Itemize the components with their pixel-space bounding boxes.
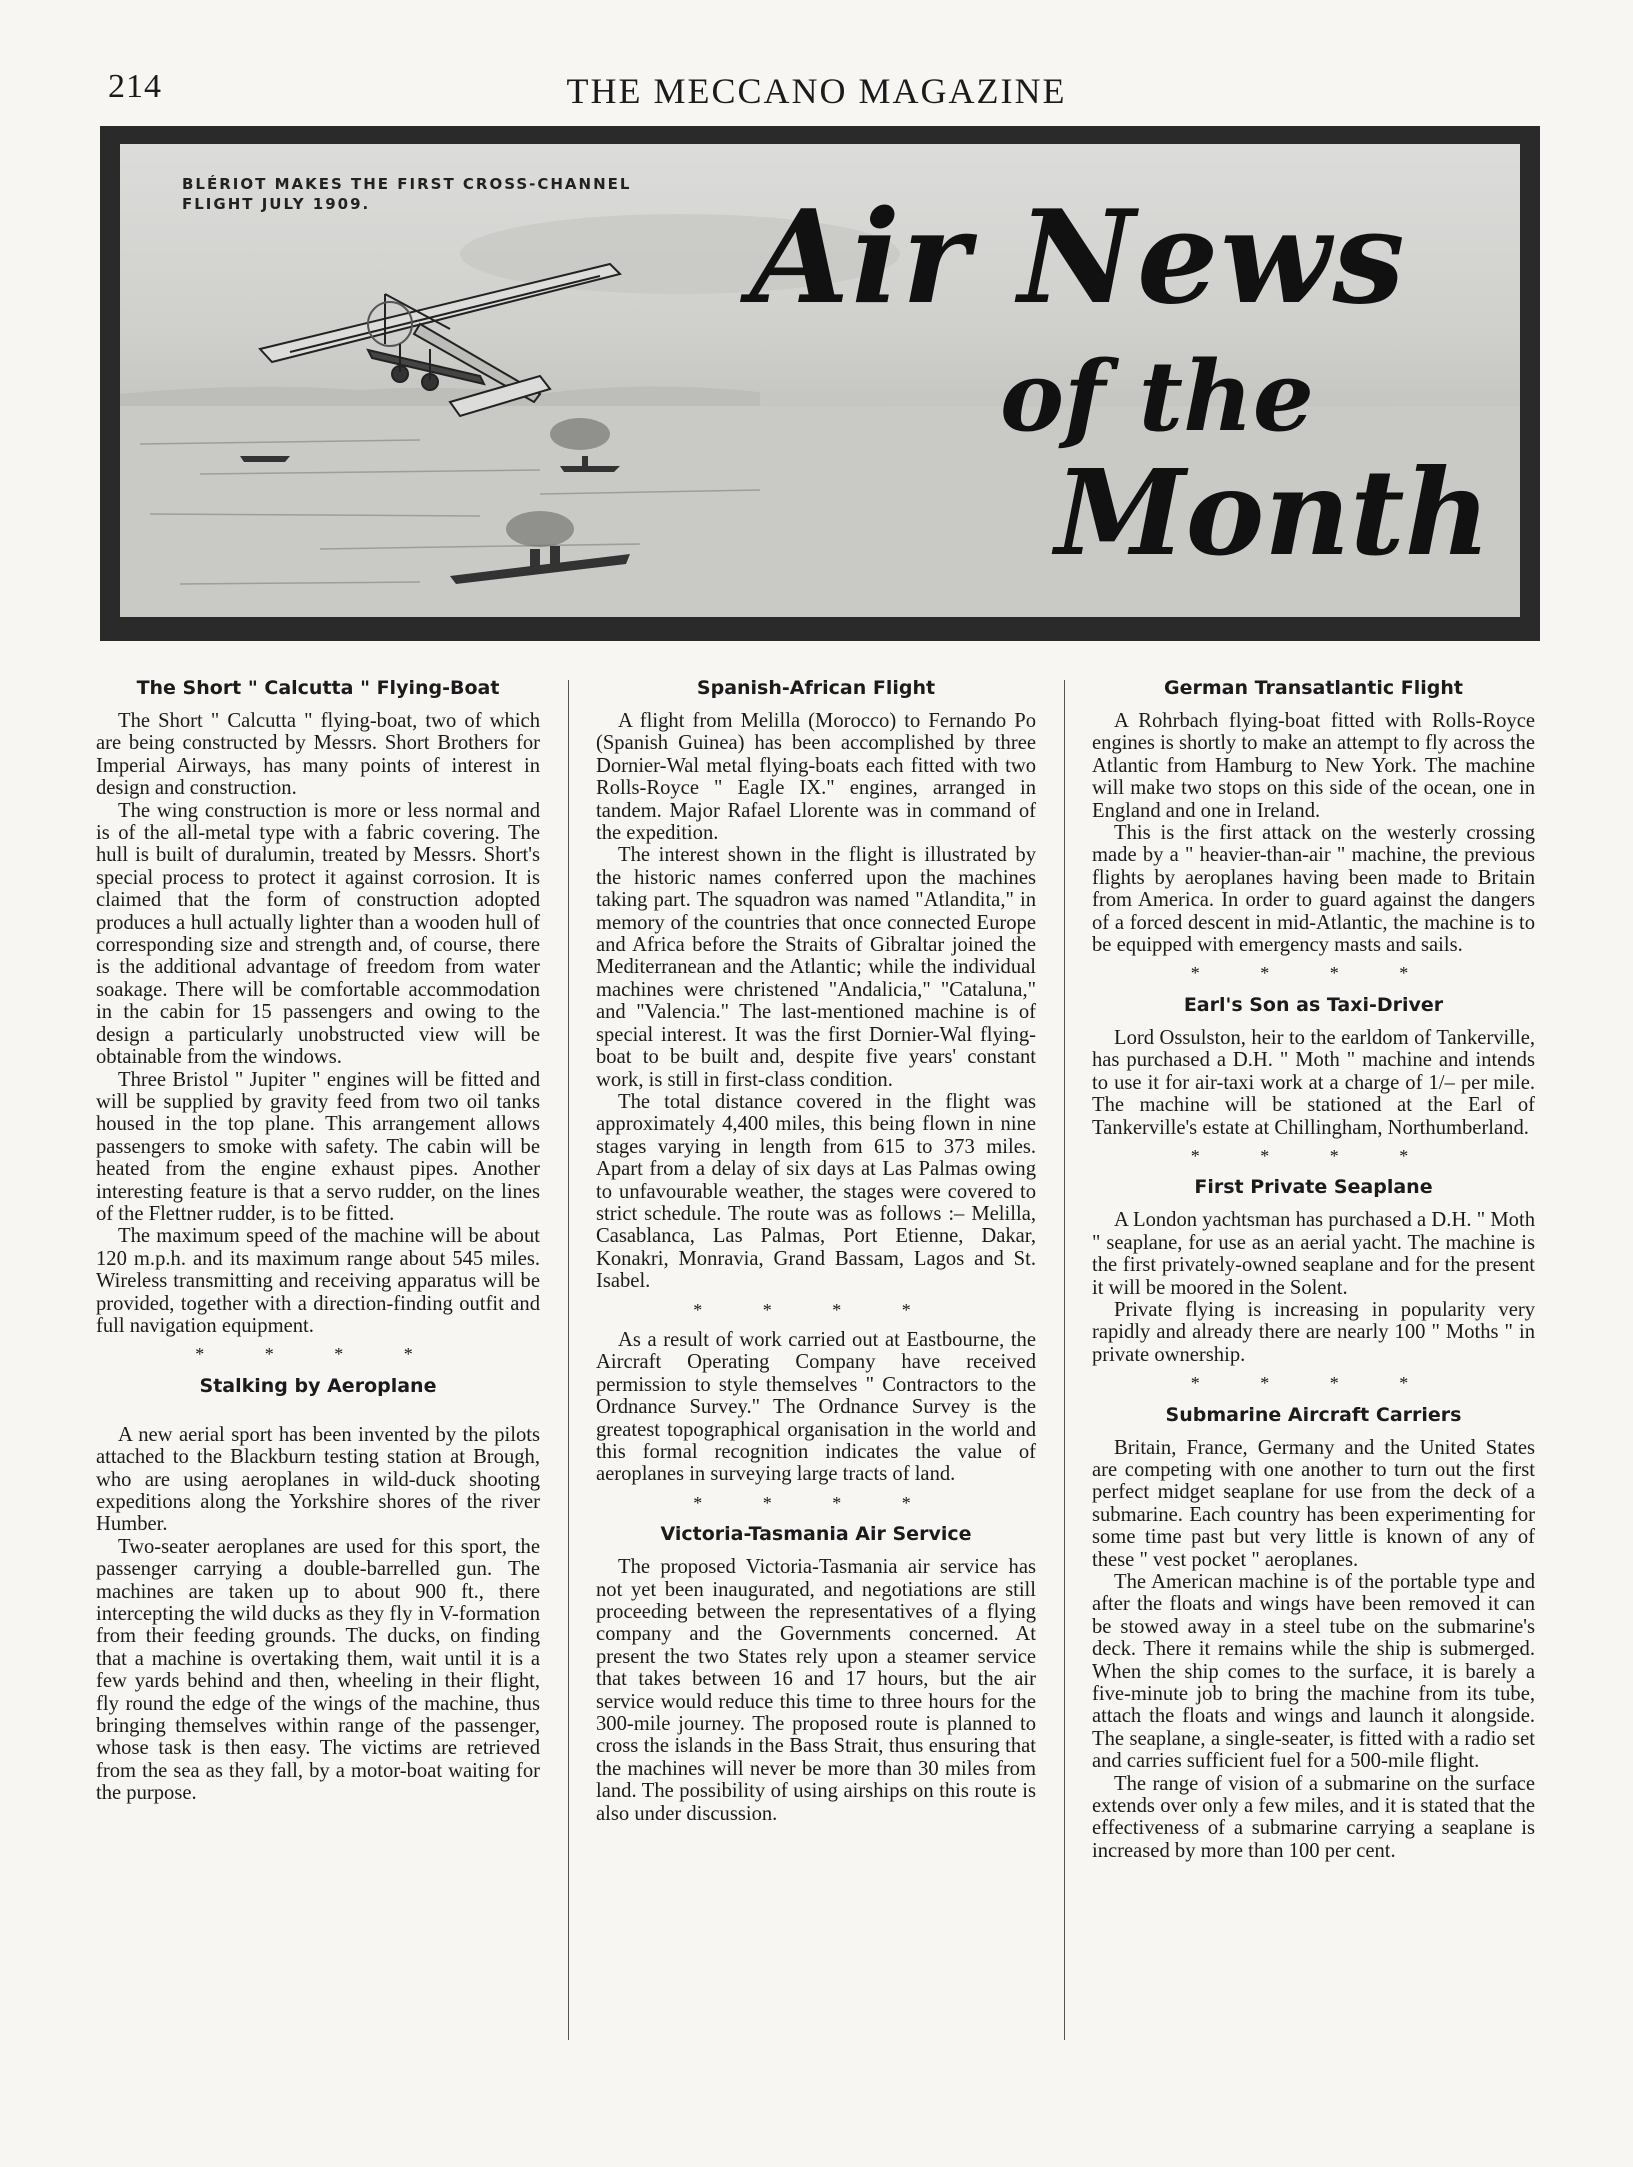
article-column-2 [596, 676, 1036, 1825]
article-heading: The Short " Calcutta " Flying-Boat [136, 677, 500, 699]
paragraph: Private flying is increasing in popularity very rapidly and already there are nearly 100 " Moths " in private ownership. [1092, 1298, 1535, 1366]
paragraph: The interest shown in the flight is illustrated by the historic names conferred upon the machines taking part. The squadron was named "Atlandita," in memory of the countries that once connected Europe and Africa before the Straits of Gibraltar joined the Mediterranean and the Atlantic; while the individual machines were christened "Andalicia," "Cataluna," and "Valencia." The last-mentioned machine is of special interest. It was the first Dornier-Wal flying-boat to be built and, despite five years' constant work, is still in first-class condition. [596, 844, 1036, 1091]
paragraph: The American machine is of the portable type and after the floats and wings have been removed it can be stowed away in a steel tube on the submarine's deck. There it remains while the ship is submerged. When the ship comes to the surface, it is barely a five-minute job to bring the machine from its tube, attach the floats and wings and launch it alongside. The seaplane, a single-seater, is fitted with a radio set and carries sufficient fuel for a 500-mile flight. [1092, 1571, 1535, 1773]
paragraph: The Short " Calcutta " flying-boat, two of which are being constructed by Messrs. Short Brothers for Imperial Airways, has many points of interest in design and construction. [96, 710, 540, 800]
paragraph: A London yachtsman has purchased a D.H. " Moth " seaplane, for use as an aerial yacht. The machine is the first privately-owned seaplane and for the present it will be moored in the Solent. [1092, 1209, 1535, 1299]
paragraph: This is the first attack on the westerly crossing made by a " heavier-than-air " machine, the previous flights by aeroplanes having been made to Britain from America. In order to guard against the dangers of a forced descent in mid-Atlantic, the machine is to be equipped with emergency masts and sails. [1092, 822, 1535, 957]
running-head: THE MECCANO MAGAZINE [566, 71, 1067, 111]
article-heading: Stalking by Aeroplane [199, 1374, 437, 1397]
article-heading: First Private Seaplane [1194, 1176, 1433, 1199]
paragraph: As a result of work carried out at Eastbourne, the Aircraft Operating Company have received permission to style themselves " Contractors to the Ordnance Survey." The Ordnance Survey is the greatest topographical organisation in the world and this formal recognition indicates the value of aeroplanes in surveying large tracts of land. [596, 1328, 1036, 1486]
article-heading: Spanish-African Flight [696, 677, 936, 699]
paragraph: The wing construction is more or less normal and is of the all-metal type with a fabric covering. The hull is built of duralumin, treated by Messrs. Short's special process to protect it against corrosion. It is claimed that the form of construction adopted produces a hull actually lighter than a wooden hull of corresponding size and strength and, of course, there is the additional advantage of freedom from water soakage. There will be comfortable accommodation in the cabin for 15 passengers and owing to the design a particularly unobstructed view will be obtainable from the windows. [96, 799, 540, 1069]
paragraph: A new aerial sport has been invented by the pilots attached to the Blackburn testing station at Brough, who are using aeroplanes in wild-duck shooting expeditions along the Yorkshire shores of the river Humber. [96, 1423, 540, 1536]
banner-title-line-1: Air News [750, 183, 1407, 333]
article-column-1 [96, 676, 540, 1805]
paragraph: A flight from Melilla (Morocco) to Fernando Po (Spanish Guinea) has been accomplished by three Dornier-Wal metal flying-boats each fitted with two Rolls-Royce " Eagle IX." engines, arranged in tandem. Major Rafael Llorente was in command of the expedition. [596, 710, 1036, 845]
banner-title-line-3: Month [1055, 443, 1491, 582]
paragraph: Three Bristol " Jupiter " engines will be fitted and will be supplied by gravity feed from two oil tanks housed in the top plane. This arrangement allows passengers to smoke with safety. The cabin will be heated from the engine exhaust pipes. Another interesting feature is that a servo rudder, on the lines of the Flettner rudder, is to be fitted. [96, 1068, 540, 1225]
paragraph: Lord Ossulston, heir to the earldom of Tankerville, has purchased a D.H. " Moth " machine and intends to use it for air-taxi work at a charge of 1/– per mile. The machine will be stationed at the Earl of Tankerville's estate at Chillingham, Northumberland. [1092, 1026, 1535, 1139]
article-heading: Victoria-Tasmania Air Service [660, 1523, 972, 1546]
paragraph: Two-seater aeroplanes are used for this sport, the passenger carrying a double-barrelled gun. The machines are taken up to about 900 ft., there intercepting the wild ducks as they fly in V-formation from their feeding grounds. The ducks, on finding that a machine is overtaking them, wait until it is a few yards behind and then, wheeling in their flight, fly round the edge of the wings of the machine, thus bringing themselves within range of the passenger, whose task is then easy. The victims are retrieved from the sea as they fall, by a motor-boat waiting for the purpose. [96, 1535, 540, 1805]
section-separator: * * * * [195, 1344, 441, 1365]
article-heading: Submarine Aircraft Carriers [1165, 1403, 1462, 1426]
paragraph: The range of vision of a submarine on the surface extends over only a few miles, and it is stated that the effectiveness of a submarine carrying a seaplane is increased by more than 100 per cent. [1092, 1772, 1535, 1862]
paragraph: The total distance covered in the flight was approximately 4,400 miles, this being flown in nine stages varying in length from 615 to 373 miles. Apart from a delay of six days at Las Palmas owing to unfavourable weather, the stages were covered to strict schedule. The route was as follows :– Melilla, Casablanca, Las Palmas, Port Etienne, Dakar, Konakri, Monravia, Grand Bassam, Lagos and St. Isabel. [596, 1090, 1036, 1293]
paragraph: The proposed Victoria-Tasmania air service has not yet been inaugurated, and negotiations are still proceeding between the representatives of a flying company and the Governments concerned. At present the two States rely upon a steamer service that takes between 16 and 17 hours, but the air service would reduce this time to three hours for the 300-mile journey. The proposed route is planned to cross the islands in the Bass Strait, thus ensuring that the machines will never be more than 30 miles from land. The possibility of using airships on this route is also under discussion. [596, 1556, 1036, 1825]
paragraph: Britain, France, Germany and the United States are competing with one another to turn out the first perfect midget seaplane for use from the deck of a submarine. Each country has been experimenting for some time past but very little is known of any of these " vest pocket " aeroplanes. [1092, 1436, 1535, 1571]
section-separator: * * * * [1190, 963, 1437, 984]
article-heading: Earl's Son as Taxi-Driver [1183, 993, 1444, 1016]
section-separator: * * * * [1190, 1145, 1437, 1166]
section-separator: * * * * [693, 1492, 939, 1513]
paragraph: The maximum speed of the machine will be about 120 m.p.h. and its maximum range about 545 miles. Wireless transmitting and receiving apparatus will be provided, together with a direction-finding outfit and full navigation equipment. [96, 1225, 540, 1337]
header-illustration [100, 126, 1540, 641]
paragraph: A Rohrbach flying-boat fitted with Rolls-Royce engines is shortly to make an attempt to fly across the Atlantic from Hamburg to New York. The machine will make two stops on this side of the ocean, one in England and one in Ireland. [1092, 710, 1535, 822]
banner-caption: BLÉRIOT MAKES THE FIRST CROSS-CHANNEL FLIGHT JULY 1909. [182, 175, 632, 213]
page-number: 214 [108, 68, 162, 105]
article-column-3 [1092, 676, 1535, 1862]
section-separator: * * * * [693, 1299, 939, 1320]
article-heading: German Transatlantic Flight [1164, 677, 1463, 699]
column-divider [568, 680, 569, 2040]
banner-title-line-2: of the [1000, 340, 1314, 453]
section-separator: * * * * [1190, 1373, 1437, 1394]
column-divider [1064, 680, 1065, 2040]
